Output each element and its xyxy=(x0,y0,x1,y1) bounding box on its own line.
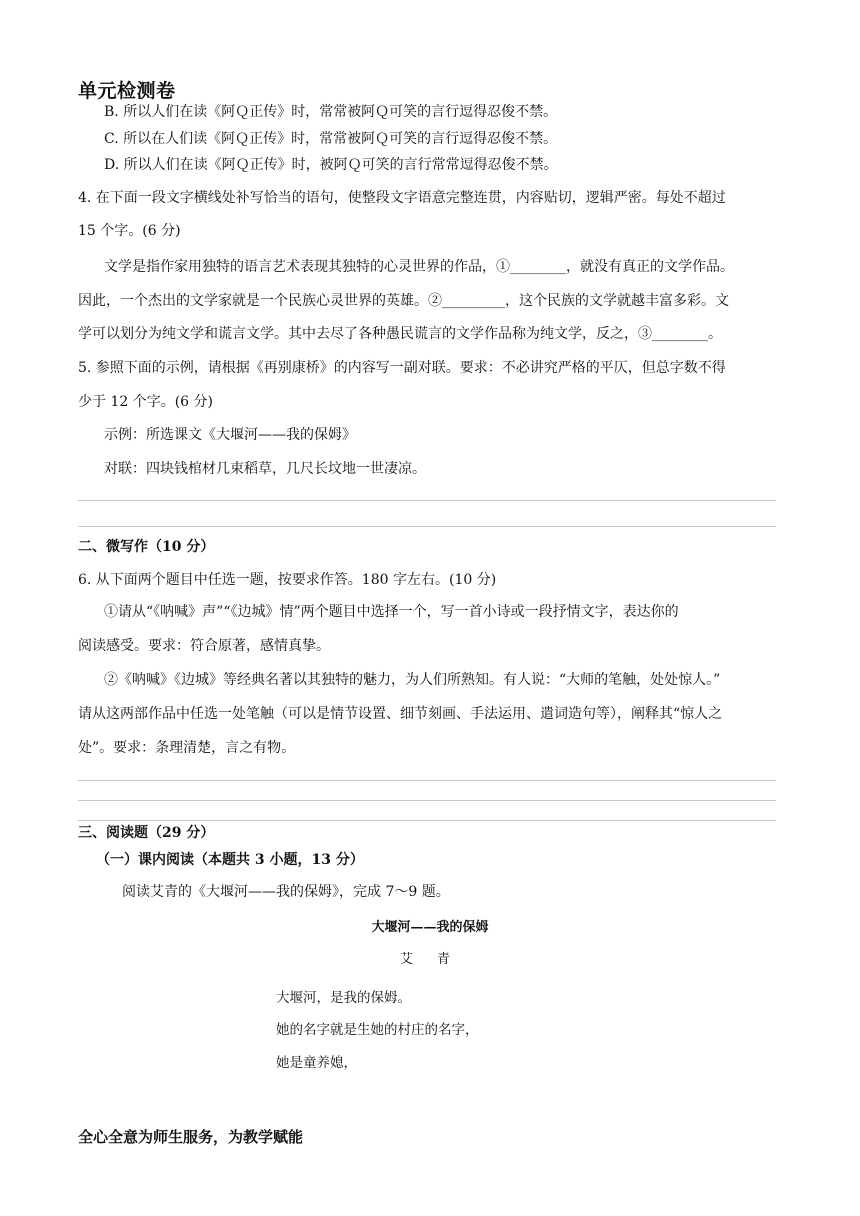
question-4-line-1: 4. 在下面一段文字横线处补写恰当的语句，使整段文字语意完整连贯，内容贴切，逻辑严密。每处不超过 xyxy=(78,190,726,206)
question-5-couplet: 对联：四块钱棺材几束稻草，几尺长坟地一世凄凉。 xyxy=(104,461,426,477)
poem-line: 她的名字就是生她的村庄的名字， xyxy=(276,1022,479,1038)
question-6-option-2-line-1: ②《呐喊》《边城》等经典名著以其独特的魅力，为人们所熟知。有人说：“大师的笔触，处处惊人。” xyxy=(104,672,721,688)
question-4-passage-3: 学可以划分为纯文学和谎言文学。其中去尽了各种愚民谎言的文学作品称为纯文学，反之，③________。 xyxy=(78,326,722,342)
question-4-line-2: 15 个字。(6 分) xyxy=(78,223,181,239)
answer-line xyxy=(78,800,776,801)
answer-line xyxy=(78,780,776,781)
question-6-option-2-line-2: 请从这两部作品中任选一处笔触（可以是情节设置、细节刻画、手法运用、遣词造句等），阐释其“惊人之 xyxy=(78,706,723,722)
question-6-option-1-line-2: 阅读感受。要求：符合原著，感情真挚。 xyxy=(78,638,330,654)
page-footer: 全心全意为师生服务，为教学赋能 xyxy=(78,1128,304,1146)
answer-line xyxy=(78,500,776,501)
section-3-intro: 阅读艾青的《大堰河——我的保姆》，完成 7～9 题。 xyxy=(122,884,450,900)
question-4-passage-2: 因此，一个杰出的文学家就是一个民族心灵世界的英雄。②_________，这个民族的文学就越丰富多彩。文 xyxy=(78,293,729,309)
question-6: 6. 从下面两个题目中任选一题，按要求作答。180 字左右。(10 分) xyxy=(78,572,497,588)
question-5-line-1: 5. 参照下面的示例，请根据《再别康桥》的内容写一副对联。要求：不必讲究严格的平仄，但总字数不得 xyxy=(78,360,726,376)
question-5-line-2: 少于 12 个字。(6 分) xyxy=(78,394,213,410)
poem-line: 大堰河，是我的保姆。 xyxy=(276,990,411,1006)
section-3-subheading: （一）课内阅读（本题共 3 小题，13 分） xyxy=(96,852,364,868)
section-2-heading: 二、微写作（10 分） xyxy=(78,539,215,555)
poem-title: 大堰河——我的保姆 xyxy=(371,920,489,935)
option-b: B. 所以人们在读《阿Ｑ正传》时，常常被阿Ｑ可笑的言行逗得忍俊不禁。 xyxy=(104,104,558,120)
question-6-option-1-line-1: ①请从“《呐喊》声”“《边城》情”两个题目中选择一个，写一首小诗或一段抒情文字，表达你的 xyxy=(104,604,679,620)
page-header-title: 单元检测卷 xyxy=(78,80,176,102)
poem-author: 艾 青 xyxy=(399,952,461,967)
poem-line: 她是童养媳， xyxy=(276,1055,357,1071)
answer-line xyxy=(78,526,776,527)
option-c: C. 所以在人们读《阿Ｑ正传》时，常常被阿Ｑ可笑的言行逗得忍俊不禁。 xyxy=(104,131,558,147)
answer-line xyxy=(78,820,776,821)
question-4-passage-1: 文学是指作家用独特的语言艺术表现其独特的心灵世界的作品，①________，就没有真正的文学作品。 xyxy=(104,259,734,275)
question-5-example: 示例：所选课文《大堰河——我的保姆》 xyxy=(104,427,356,443)
option-d: D. 所以人们在读《阿Ｑ正传》时，被阿Ｑ可笑的言行常常逗得忍俊不禁。 xyxy=(104,157,558,173)
section-3-heading: 三、阅读题（29 分） xyxy=(78,825,215,841)
question-6-option-2-line-3: 处”。要求：条理清楚，言之有物。 xyxy=(78,740,296,756)
